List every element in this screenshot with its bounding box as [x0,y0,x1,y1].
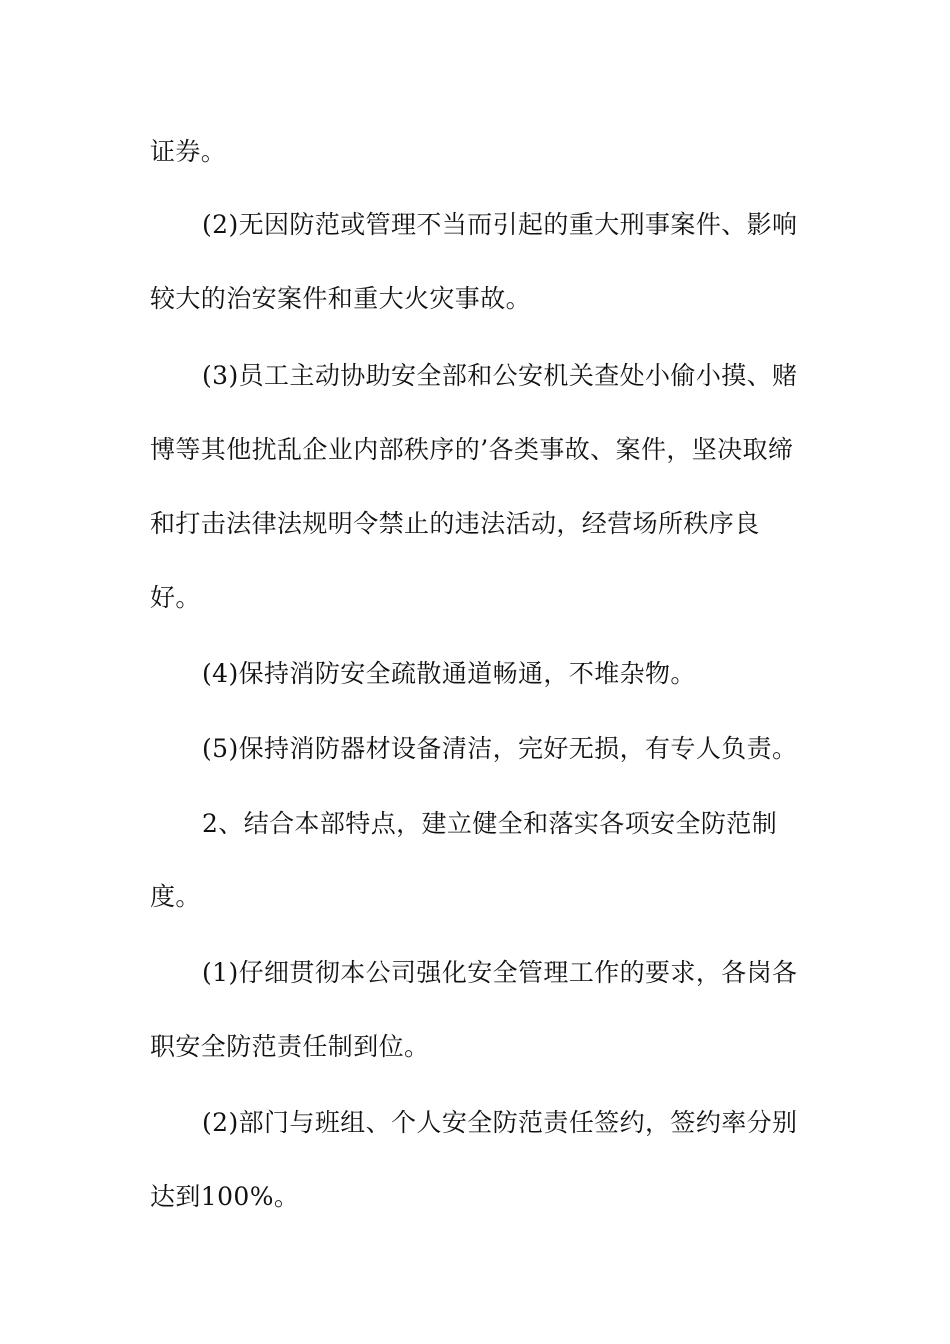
text-line: (4)保持消防安全疏散通道畅通，不堆杂物。 [202,659,696,688]
text-line: 证券。 [150,137,227,166]
text-line: 达到100%。 [150,1182,300,1211]
text-line: 博等其他扰乱企业内部秩序的’各类事故、案件，坚决取缔 [150,435,794,464]
text-line: 2、结合本部特点，建立健全和落实各项安全防范制 [202,809,778,838]
text-line: 较大的治安案件和重大火灾事故。 [150,284,532,313]
text-line: (2)部门与班组、个人安全防范责任签约，签约率分别 [202,1108,798,1137]
text-line: 职安全防范责任制到位。 [150,1032,430,1061]
text-line: 好。 [150,583,201,612]
text-line: (5)保持消防器材设备清洁，完好无损，有专人负责。 [202,734,798,763]
text-line: (2)无因防范或管理不当而引起的重大刑事案件、影响 [202,210,798,239]
text-line: 度。 [150,882,201,911]
text-line: (1)仔细贯彻本公司强化安全管理工作的要求，各岗各 [202,958,798,987]
text-line: (3)员工主动协助安全部和公安机关查处小偷小摸、赌 [202,361,798,390]
text-line: 和打击法律法规明令禁止的违法活动，经营场所秩序良 [150,509,760,538]
